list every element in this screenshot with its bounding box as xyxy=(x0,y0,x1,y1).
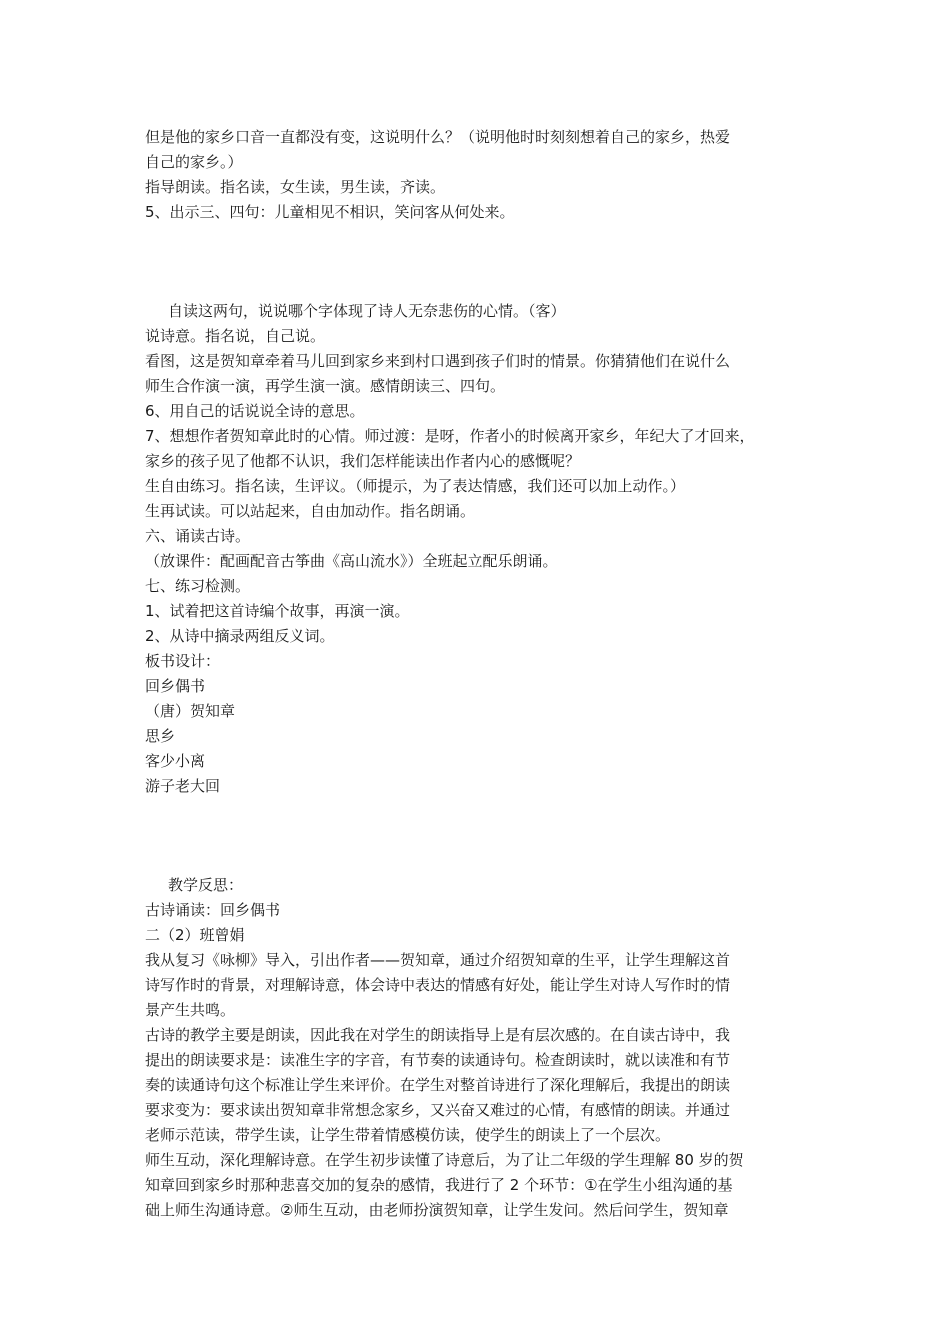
paragraph-line: 要求变为：要求读出贺知章非常想念家乡，又兴奋又难过的心情，有感情的朗读。并通过 xyxy=(145,1101,731,1119)
paragraph-line: 但是他的家乡口音一直都没有变，这说明什么？（说明他时时刻刻想着自己的家乡，热爱 xyxy=(145,128,731,146)
board-design-line: 回乡偶书 xyxy=(145,677,206,695)
board-design-line: 游子老大回 xyxy=(145,777,221,795)
paragraph-line: 自读这两句，说说哪个字体现了诗人无奈悲伤的心情。（客） xyxy=(168,302,566,320)
paragraph-line: 二（2）班曾娟 xyxy=(145,926,245,944)
paragraph-line: 看图，这是贺知章牵着马儿回到家乡来到村口遇到孩子们时的情景。你猜猜他们在说什么 xyxy=(145,352,731,370)
section-heading: 七、练习检测。 xyxy=(145,577,251,595)
reflection-heading: 教学反思： xyxy=(168,876,244,894)
paragraph-line: 1、试着把这首诗编个故事，再演一演。 xyxy=(145,602,410,620)
paragraph-line: 知章回到家乡时那种悲喜交加的复杂的感情，我进行了 2 个环节：①在学生小组沟通的基 xyxy=(145,1176,733,1194)
board-design-line: （唐）贺知章 xyxy=(145,702,236,720)
paragraph-line: 师生合作演一演，再学生演一演。感情朗读三、四句。 xyxy=(145,377,506,395)
paragraph-line: 5、出示三、四句：儿童相见不相识，笑问客从何处来。 xyxy=(145,203,515,221)
section-heading: 六、诵读古诗。 xyxy=(145,527,251,545)
paragraph-line: 奏的读通诗句这个标准让学生来评价。在学生对整首诗进行了深化理解后，我提出的朗读 xyxy=(145,1076,731,1094)
paragraph-line: 师生互动，深化理解诗意。在学生初步读懂了诗意后，为了让二年级的学生理解 80 岁的贺 xyxy=(145,1151,744,1169)
board-design-heading: 板书设计： xyxy=(145,652,221,670)
paragraph-line: 家乡的孩子见了他都不认识，我们怎样能读出作者内心的感慨呢？ xyxy=(145,452,581,470)
paragraph-line: （放课件：配画配音古筝曲《高山流水》）全班起立配乐朗诵。 xyxy=(145,552,558,570)
paragraph-line: 指导朗读。指名读，女生读，男生读，齐读。 xyxy=(145,178,446,196)
paragraph-line: 景产生共鸣。 xyxy=(145,1001,236,1019)
paragraph-line: 6、用自己的话说说全诗的意思。 xyxy=(145,402,365,420)
paragraph-line: 老师示范读，带学生读，让学生带着情感模仿读，使学生的朗读上了一个层次。 xyxy=(145,1126,671,1144)
paragraph-line: 诗写作时的背景，对理解诗意，体会诗中表达的情感有好处，能让学生对诗人写作时的情 xyxy=(145,976,731,994)
paragraph-line: 2、从诗中摘录两组反义词。 xyxy=(145,627,335,645)
paragraph-line: 7、想想作者贺知章此时的心情。师过渡：是呀，作者小的时候离开家乡，年纪大了才回来， xyxy=(145,427,755,445)
paragraph-line: 提出的朗读要求是：读准生字的字音，有节奏的读通诗句。检查朗读时，就以读准和有节 xyxy=(145,1051,731,1069)
paragraph-line: 说诗意。指名说，自己说。 xyxy=(145,327,326,345)
paragraph-line: 自己的家乡。） xyxy=(145,153,243,171)
paragraph-line: 生再试读。可以站起来，自由加动作。指名朗诵。 xyxy=(145,502,476,520)
board-design-line: 客少小离 xyxy=(145,752,206,770)
paragraph-line: 生自由练习。指名读，生评议。（师提示，为了表达情感，我们还可以加上动作。） xyxy=(145,477,686,495)
paragraph-line: 我从复习《咏柳》导入，引出作者——贺知章，通过介绍贺知章的生平，让学生理解这首 xyxy=(145,951,731,969)
paragraph-line: 古诗的教学主要是朗读，因此我在对学生的朗读指导上是有层次感的。在自读古诗中，我 xyxy=(145,1026,731,1044)
board-design-line: 思乡 xyxy=(145,727,176,745)
paragraph-line: 古诗诵读：回乡偶书 xyxy=(145,901,281,919)
paragraph-line: 础上师生沟通诗意。②师生互动，由老师扮演贺知章，让学生发问。然后问学生，贺知章 xyxy=(145,1201,729,1219)
